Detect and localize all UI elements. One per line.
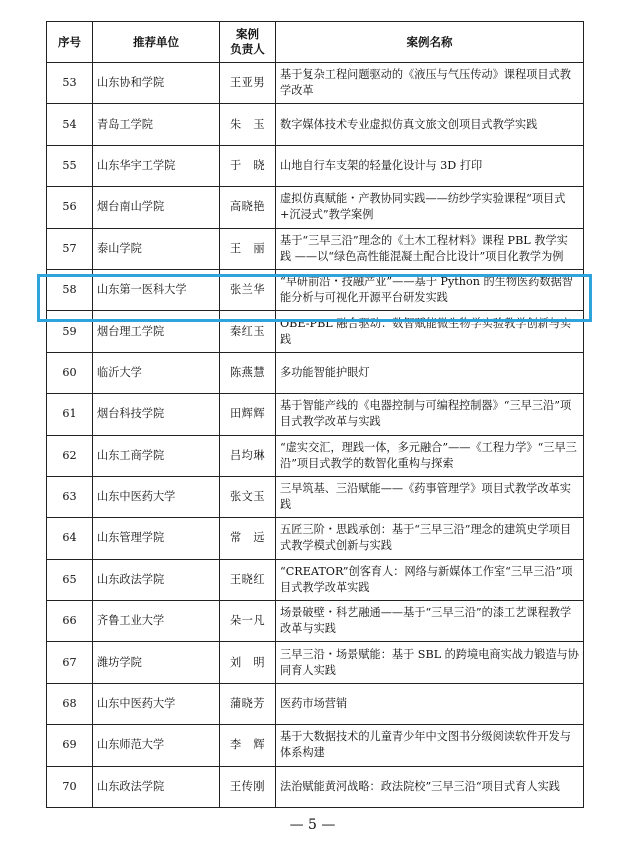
table-row bbox=[47, 518, 584, 559]
row-number: 70 bbox=[47, 766, 93, 807]
row-case-name: 山地自行车支架的轻量化设计与 3D 打印 bbox=[276, 145, 584, 186]
row-number: 53 bbox=[47, 63, 93, 104]
row-number: 63 bbox=[47, 476, 93, 517]
row-unit: 山东中医药大学 bbox=[93, 683, 220, 724]
row-person: 于 晓 bbox=[220, 145, 276, 186]
row-case-name: 三早筑基、三沿赋能——《药事管理学》项目式教学改革实践 bbox=[276, 476, 584, 517]
row-person: 高晓艳 bbox=[220, 187, 276, 228]
row-number: 64 bbox=[47, 518, 93, 559]
row-person: 吕均琳 bbox=[220, 435, 276, 476]
row-unit: 青岛工学院 bbox=[93, 104, 220, 145]
row-number: 59 bbox=[47, 311, 93, 352]
header-name: 案例名称 bbox=[276, 22, 584, 63]
row-unit: 烟台南山学院 bbox=[93, 187, 220, 228]
table-row bbox=[47, 228, 584, 269]
table-row bbox=[47, 269, 584, 310]
row-unit: 烟台理工学院 bbox=[93, 311, 220, 352]
row-case-name: 多功能智能护眼灯 bbox=[276, 352, 584, 393]
row-person: 张文玉 bbox=[220, 476, 276, 517]
row-person: 王传刚 bbox=[220, 766, 276, 807]
row-number: 58 bbox=[47, 269, 93, 310]
row-number: 54 bbox=[47, 104, 93, 145]
row-person: 王晓红 bbox=[220, 559, 276, 600]
table-row bbox=[47, 559, 584, 600]
table-row bbox=[47, 394, 584, 435]
row-case-name: 场景破壁・科艺融通——基于“三早三沿”的漆工艺课程教学改革与实践 bbox=[276, 601, 584, 642]
row-case-name: 医药市场营销 bbox=[276, 683, 584, 724]
row-unit: 山东第一医科大学 bbox=[93, 269, 220, 310]
table-row bbox=[47, 435, 584, 476]
page-number: — 5 — bbox=[289, 817, 336, 833]
row-unit: 泰山学院 bbox=[93, 228, 220, 269]
row-person: 蒲晓芳 bbox=[220, 683, 276, 724]
table-row bbox=[47, 476, 584, 517]
table-row bbox=[47, 104, 584, 145]
row-number: 55 bbox=[47, 145, 93, 186]
row-number: 69 bbox=[47, 725, 93, 766]
row-number: 68 bbox=[47, 683, 93, 724]
row-person: 刘 明 bbox=[220, 642, 276, 683]
table-row bbox=[47, 145, 584, 186]
row-unit: 山东华宇工学院 bbox=[93, 145, 220, 186]
table-row bbox=[47, 601, 584, 642]
table-header-row bbox=[47, 22, 584, 63]
row-case-name: 五匠三阶・思践承创：基于“三早三沿”理念的建筑史学项目式教学模式创新与实践 bbox=[276, 518, 584, 559]
row-unit: 齐鲁工业大学 bbox=[93, 601, 220, 642]
row-person: 陈燕慧 bbox=[220, 352, 276, 393]
row-unit: 山东管理学院 bbox=[93, 518, 220, 559]
row-unit: 山东政法学院 bbox=[93, 559, 220, 600]
row-person: 朵一凡 bbox=[220, 601, 276, 642]
table-row bbox=[47, 352, 584, 393]
table-row bbox=[47, 311, 584, 352]
row-person: 王 丽 bbox=[220, 228, 276, 269]
table-row bbox=[47, 642, 584, 683]
header-unit: 推荐单位 bbox=[93, 22, 220, 63]
row-unit: 山东政法学院 bbox=[93, 766, 220, 807]
row-case-name: 数字媒体技术专业虚拟仿真文旅文创项目式教学实践 bbox=[276, 104, 584, 145]
row-unit: 山东工商学院 bbox=[93, 435, 220, 476]
row-case-name: 法治赋能黄河战略：政法院校”三早三沿“项目式育人实践 bbox=[276, 766, 584, 807]
table-row bbox=[47, 683, 584, 724]
row-unit: 临沂大学 bbox=[93, 352, 220, 393]
row-person: 张兰华 bbox=[220, 269, 276, 310]
row-unit: 潍坊学院 bbox=[93, 642, 220, 683]
row-number: 62 bbox=[47, 435, 93, 476]
row-person: 常 远 bbox=[220, 518, 276, 559]
row-case-name: 虚拟仿真赋能・产教协同实践——纺纱学实验课程“项目式+沉浸式”教学案例 bbox=[276, 187, 584, 228]
row-case-name: “早研前沿・技融产业”——基于 Python 的生物医药数据智能分析与可视化开源平台研发实践 bbox=[276, 269, 584, 310]
row-case-name: 基于智能产线的《电器控制与可编程控制器》“三早三沿”项目式教学改革与实践 bbox=[276, 394, 584, 435]
header-no: 序号 bbox=[47, 22, 93, 63]
row-case-name: 基于大数据技术的儿童青少年中文图书分级阅读软件开发与体系构建 bbox=[276, 725, 584, 766]
row-case-name: 基于“三早三沿”理念的《土木工程材料》课程 PBL 教学实践 ——以“绿色高性能混凝土配合比设计”项目化教学为例 bbox=[276, 228, 584, 269]
row-case-name: 基于复杂工程问题驱动的《液压与气压传动》课程项目式教学改革 bbox=[276, 63, 584, 104]
row-case-name: 三早三沿・场景赋能：基于 SBL 的跨境电商实战力锻造与协同育人实践 bbox=[276, 642, 584, 683]
case-table bbox=[46, 21, 584, 808]
row-number: 67 bbox=[47, 642, 93, 683]
header-person-line1: 案例 bbox=[236, 27, 259, 41]
row-person: 王亚男 bbox=[220, 63, 276, 104]
row-case-name: “CREATOR”创客育人：网络与新媒体工作室“三早三沿”项目式教学改革实践 bbox=[276, 559, 584, 600]
row-unit: 山东中医药大学 bbox=[93, 476, 220, 517]
row-case-name: “虚实交汇，理践一体，多元融合”——《工程力学》“三早三沿”项目式教学的数智化重构与探索 bbox=[276, 435, 584, 476]
row-person: 李 辉 bbox=[220, 725, 276, 766]
row-unit: 山东协和学院 bbox=[93, 63, 220, 104]
row-number: 57 bbox=[47, 228, 93, 269]
row-number: 65 bbox=[47, 559, 93, 600]
row-person: 朱 玉 bbox=[220, 104, 276, 145]
table-row bbox=[47, 187, 584, 228]
row-unit: 烟台科技学院 bbox=[93, 394, 220, 435]
row-person: 田辉辉 bbox=[220, 394, 276, 435]
row-number: 66 bbox=[47, 601, 93, 642]
row-number: 56 bbox=[47, 187, 93, 228]
row-unit: 山东师范大学 bbox=[93, 725, 220, 766]
table-row bbox=[47, 725, 584, 766]
row-number: 61 bbox=[47, 394, 93, 435]
row-number: 60 bbox=[47, 352, 93, 393]
row-person: 秦红玉 bbox=[220, 311, 276, 352]
header-person bbox=[220, 22, 276, 63]
table-row bbox=[47, 766, 584, 807]
header-person-line2: 负责人 bbox=[230, 42, 265, 56]
table-row bbox=[47, 63, 584, 104]
row-case-name: OBE-PBL 融合驱动：数智赋能微生物学实验教学创新与实践 bbox=[276, 311, 584, 352]
